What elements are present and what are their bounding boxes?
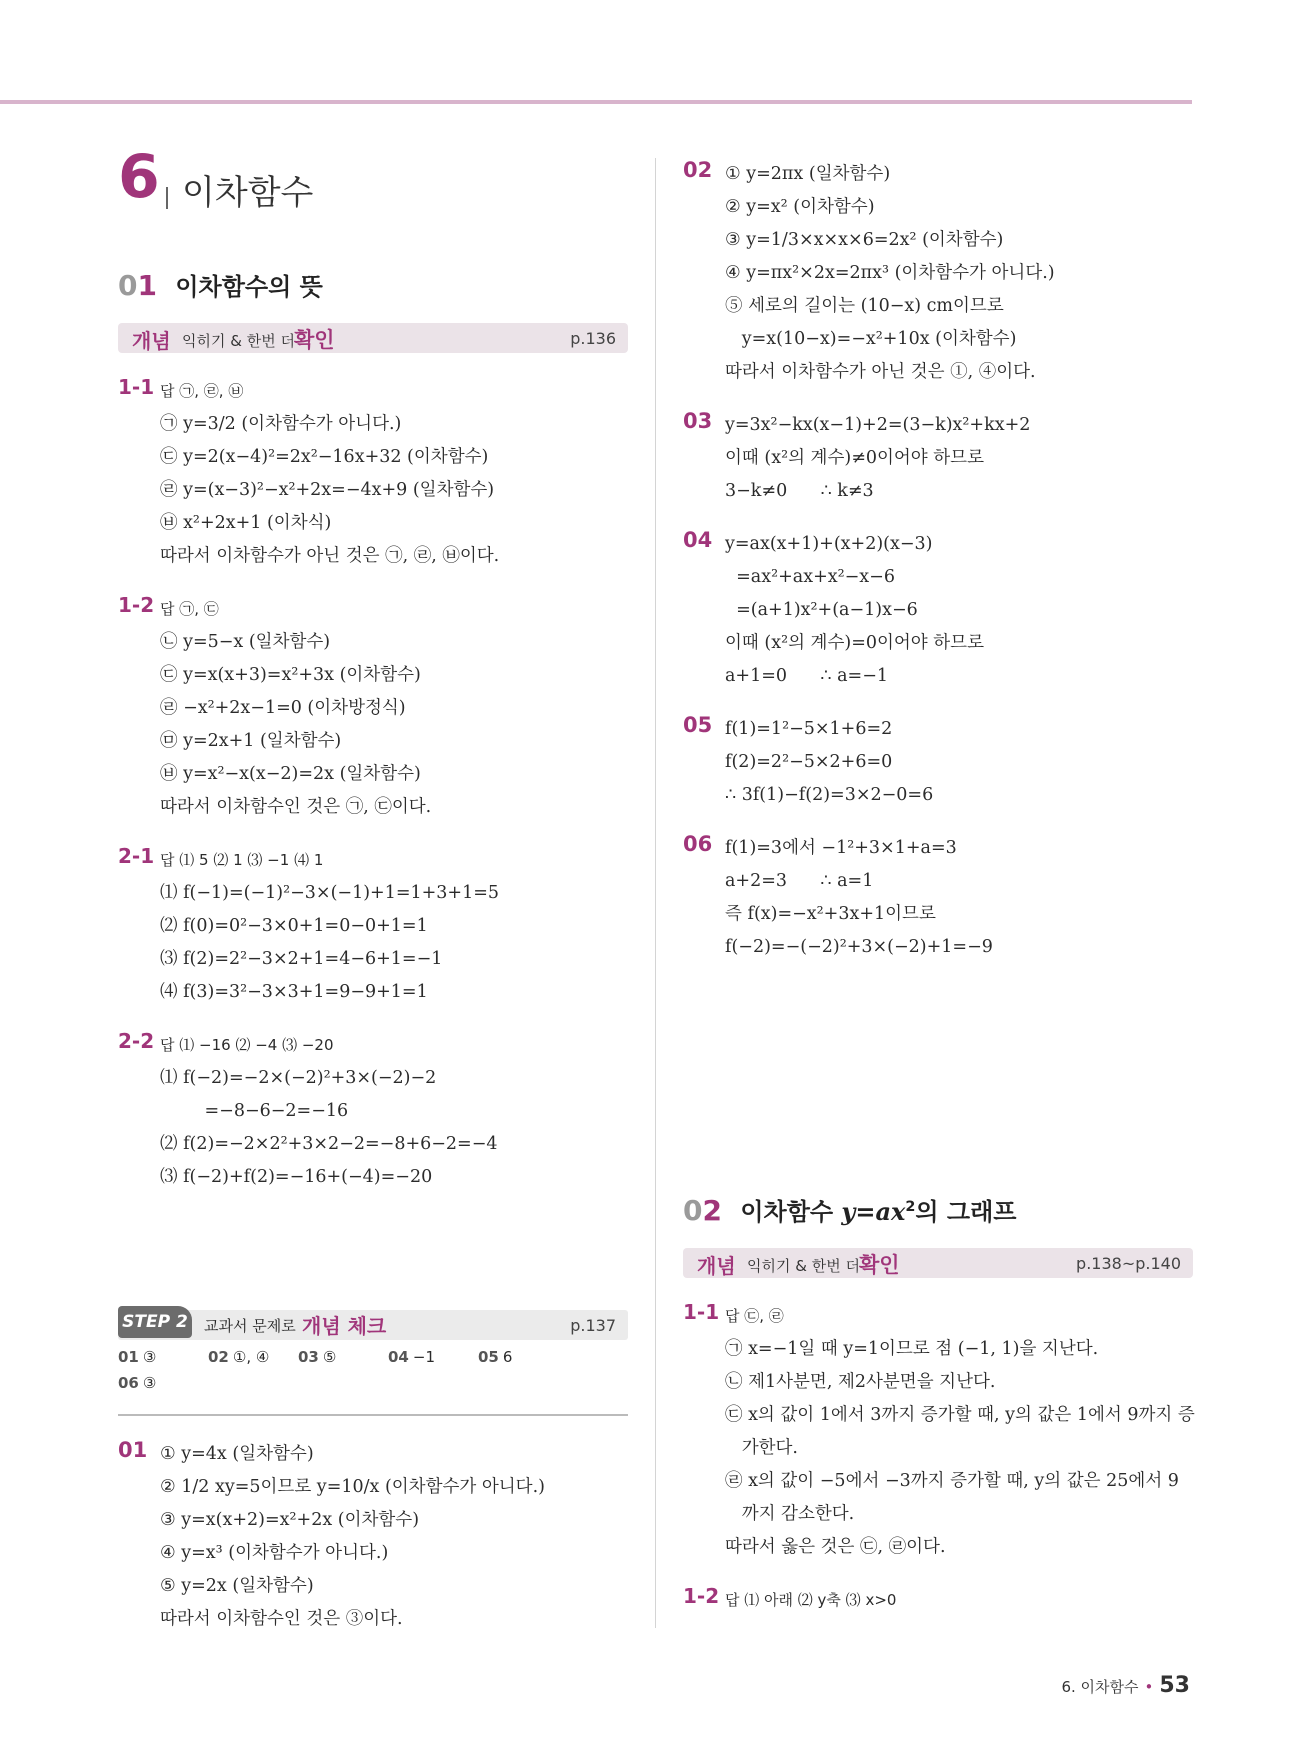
step2-answer-value: −1 [412,1348,435,1366]
solution-line: ⑤ y=2x (일차함수) [160,1576,314,1596]
right-problem-list-2 [683,1300,1193,1617]
solution-line: ㉠ y=3/2 (이차함수가 아니다.) [160,414,402,434]
step2-answer-number: 04 [388,1348,409,1366]
section-heading-01 [118,269,628,303]
step2-problem-list [118,1438,628,1636]
step2-page-ref: p.137 [570,1316,616,1335]
step2-subtitle: 교과서 문제로 [204,1317,296,1335]
answer-line: 답 ⑴ 5 ⑵ 1 ⑶ −1 ⑷ 1 [160,851,324,869]
problem-label: 01 [118,1438,148,1462]
band-label-practice: 익히기 & 한번 더 [182,332,295,350]
solution-line: f(−2)=−(−2)²+3×(−2)+1=−9 [725,937,993,957]
solution-line: ⑵ f(2)=−2×2²+3×2−2=−8+6−2=−4 [160,1134,498,1154]
solution-line: ㉠ x=−1일 때 y=1이므로 점 (−1, 1)을 지난다. [725,1339,1099,1359]
band-label-practice: 익히기 & 한번 더 [747,1257,860,1275]
step2-answer-value: ⑤ [322,1348,337,1366]
solution-line: 따라서 이차함수인 것은 ③이다. [160,1609,403,1629]
step2-answer-number: 05 [478,1348,499,1366]
solution-line: ㉥ y=x²−x(x−2)=2x (일차함수) [160,764,421,784]
band-page-ref: p.138~p.140 [1076,1254,1181,1273]
step2-answer [208,1348,269,1366]
answer-line: 답 ㉠, ㉢ [160,600,219,618]
section-title-post: 의 그래프 [915,1198,1017,1226]
section-title-sup: 2 [905,1199,916,1215]
solution-line: ① y=2πx (일차함수) [725,164,891,184]
problem-label: 06 [683,832,713,856]
spacer [683,984,1193,1194]
band-label-concept: 개념 [697,1254,736,1278]
solution-line: a+1=0 ∴ a=−1 [725,666,888,686]
step2-band [118,1306,628,1340]
solution-line: ⑴ f(−2)=−2×(−2)²+3×(−2)−2 [160,1068,437,1088]
problem [683,158,1193,389]
problem-label: 2-2 [118,1029,155,1053]
solution-line: ㉣ x의 값이 −5에서 −3까지 증가할 때, y의 값은 25에서 9 [725,1471,1179,1491]
problem [683,528,1193,693]
problem-label: 04 [683,528,713,552]
top-rule [0,100,1192,104]
problem [118,375,628,573]
solution-line: ② 1/2 xy=5이므로 y=10/x (이차함수가 아니다.) [160,1477,545,1497]
solution-line: =−8−6−2=−16 [160,1101,349,1121]
column-divider [655,158,656,1628]
problem-label: 2-1 [118,844,155,868]
solution-line: ㉢ y=2(x−4)²=2x²−16x+32 (이차함수) [160,447,489,467]
solution-line: ㉡ 제1사분면, 제2사분면을 지난다. [725,1372,996,1392]
solution-line: ⑷ f(3)=3²−3×3+1=9−9+1=1 [160,982,428,1002]
chapter-divider [166,187,168,209]
solution-line: a+2=3 ∴ a=1 [725,871,874,891]
solution-line: f(1)=1²−5×1+6=2 [725,719,893,739]
solution-line: y=ax(x+1)+(x+2)(x−3) [725,534,933,554]
solution-line: ⑤ 세로의 길이는 (10−x) cm이므로 [725,296,1004,316]
right-column [683,158,1193,1637]
solution-line: f(1)=3에서 −1²+3×1+a=3 [725,838,957,858]
problem [683,1584,1193,1617]
solution-line: ④ y=x³ (이차함수가 아니다.) [160,1543,389,1563]
chapter-number: 6 [118,142,160,212]
problem [683,832,1193,964]
step2-title: 개념 체크 [302,1314,387,1338]
solution-line: ㉢ y=x(x+3)=x²+3x (이차함수) [160,665,421,685]
problem [118,844,628,1009]
solution-line: ⑴ f(−1)=(−1)²−3×(−1)+1=1+3+1=5 [160,883,500,903]
footer-chapter: 6. 이차함수 [1061,1678,1139,1696]
problem-label: 1-2 [683,1584,720,1608]
step2-answer-number: 06 [118,1374,139,1392]
section-heading-02 [683,1194,1193,1228]
solution-line: ㉣ y=(x−3)²−x²+2x=−4x+9 (일차함수) [160,480,495,500]
solution-line: 가한다. [725,1438,798,1458]
section-title: 이차함수의 뜻 [175,273,323,301]
left-column [118,142,628,1656]
band-label-check: 확인 [859,1253,900,1277]
band-page-ref: p.136 [570,329,616,348]
answer-line: 답 ㉠, ㉣, ㉥ [160,382,244,400]
problem-label: 1-1 [118,375,155,399]
band-label-concept: 개념 [132,329,171,353]
solution-line: 이때 (x²의 계수)=0이어야 하므로 [725,633,984,653]
problem-label: 1-1 [683,1300,720,1324]
solution-line: y=x(10−x)=−x²+10x (이차함수) [725,329,1017,349]
solution-line: 따라서 이차함수가 아닌 것은 ㉠, ㉣, ㉥이다. [160,546,500,566]
solution-line: ③ y=1/3×x×x×6=2x² (이차함수) [725,230,1004,250]
section-title-pre: 이차함수 [740,1198,842,1226]
problem [683,409,1193,508]
solution-line: ⑶ f(2)=2²−3×2+1=4−6+1=−1 [160,949,443,969]
step2-answer-number: 01 [118,1348,139,1366]
solution-line: ㉡ y=5−x (일차함수) [160,632,331,652]
problem [683,1300,1193,1564]
step2-answer [118,1374,156,1392]
step2-answer-value: ①, ④ [232,1348,270,1366]
solution-line: 까지 감소한다. [725,1504,855,1524]
solution-line: ⑵ f(0)=0²−3×0+1=0−0+1=1 [160,916,428,936]
solution-line: ∴ 3f(1)−f(2)=3×2−0=6 [725,785,934,805]
section-title-math: y=ax [841,1197,906,1226]
chapter-heading [118,142,628,225]
step2-answer-value: 6 [502,1348,513,1366]
step2-answer [478,1348,512,1366]
concept-band [118,323,628,353]
solution-line: =ax²+ax+x²−x−6 [725,567,895,587]
solution-line: y=3x²−kx(x−1)+2=(3−k)x²+kx+2 [725,415,1031,435]
right-problem-list [683,158,1193,964]
answer-rule [118,1414,628,1416]
answer-line: 답 ⑴ −16 ⑵ −4 ⑶ −20 [160,1036,334,1054]
solution-line: ㉥ x²+2x+1 (이차식) [160,513,332,533]
problem-label: 05 [683,713,713,737]
problem [118,593,628,824]
problem [118,1029,628,1194]
step2-answer-value: ③ [142,1348,157,1366]
solution-line: ② y=x² (이차함수) [725,197,875,217]
chapter-title: 이차함수 [182,173,314,213]
step2-answer [388,1348,435,1366]
page-footer [1061,1673,1190,1698]
band-label-check: 확인 [294,328,335,352]
step2-badge: STEP 2 [118,1306,192,1338]
concept-band-2 [683,1248,1193,1278]
solution-line: ㉤ y=2x+1 (일차함수) [160,731,342,751]
solution-line: 이때 (x²의 계수)≠0이어야 하므로 [725,448,984,468]
section-number: 02 [683,1194,722,1227]
problem-label: 03 [683,409,713,433]
solution-line: ③ y=x(x+2)=x²+2x (이차함수) [160,1510,420,1530]
page-number: 53 [1159,1673,1190,1698]
problem-label: 02 [683,158,713,182]
solution-line: 즉 f(x)=−x²+3x+1이므로 [725,904,936,924]
solution-line: f(2)=2²−5×2+6=0 [725,752,893,772]
step2-answer [118,1348,156,1366]
step2-answer-value: ③ [142,1374,157,1392]
answer-line: 답 ⑴ 아래 ⑵ y축 ⑶ x>0 [725,1591,897,1609]
solution-line: =(a+1)x²+(a−1)x−6 [725,600,918,620]
problem-label: 1-2 [118,593,155,617]
solution-line: 따라서 옳은 것은 ㉢, ㉣이다. [725,1537,946,1557]
left-problem-list [118,375,628,1194]
solution-line: ㉣ −x²+2x−1=0 (이차방정식) [160,698,406,718]
step2-answer-grid [118,1348,628,1400]
step2-answer-number: 03 [298,1348,319,1366]
solution-line: 따라서 이차함수가 아닌 것은 ①, ④이다. [725,362,1036,382]
step2-answer [298,1348,336,1366]
footer-dot: • [1144,1678,1154,1696]
answer-line: 답 ㉢, ㉣ [725,1307,784,1325]
solution-line: 3−k≠0 ∴ k≠3 [725,481,874,501]
solution-line: ⑶ f(−2)+f(2)=−16+(−4)=−20 [160,1167,433,1187]
solution-line: ① y=4x (일차함수) [160,1444,314,1464]
problem [683,713,1193,812]
step2-answer-number: 02 [208,1348,229,1366]
solution-line: 따라서 이차함수인 것은 ㉠, ㉢이다. [160,797,432,817]
section-number: 01 [118,269,157,302]
problem [118,1438,628,1636]
solution-line: ④ y=πx²×2x=2πx³ (이차함수가 아니다.) [725,263,1055,283]
solution-line: ㉢ x의 값이 1에서 3까지 증가할 때, y의 값은 1에서 9까지 증 [725,1405,1195,1425]
